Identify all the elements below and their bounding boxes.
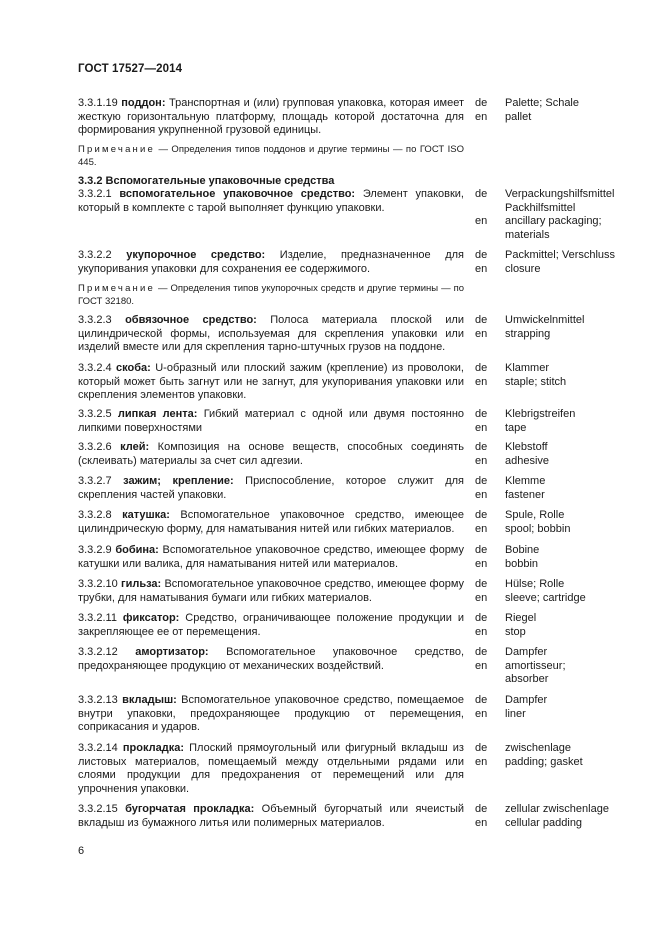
- term-definition: 3.3.2.14 прокладка: Плоский прямоугольный или фигурный вкладыш из листовых материалов, помещаемый между отдельными рядами или слоями продукции для предохранения от перемещений или для упрочнения упаковки.: [78, 742, 464, 795]
- language-codes: de en: [475, 578, 488, 604]
- translations: Packmittel; Verschluss closure: [505, 249, 616, 275]
- translations: zwischenlage padding; gasket: [505, 742, 583, 768]
- translations: Klebstoff adhesive: [505, 441, 550, 467]
- term-name: катушка:: [122, 509, 170, 521]
- translations: Hülse; Rolle sleeve; cartridge: [505, 578, 586, 604]
- language-codes: de en: [475, 97, 488, 123]
- note-label: Примечание: [78, 283, 155, 294]
- translations: zellular zwischenlage cellular padding: [505, 803, 609, 829]
- term-definition: 3.3.2.15 бугорчатая прокладка: Объемный бугорчатый или ячеистый вкладыш из бумажного литья или полимерных материалов.: [78, 803, 465, 829]
- term-name: зажим; крепление:: [123, 475, 234, 487]
- term-definition: 3.3.2.11 фиксатор: Средство, ограничивающее положение продукции и закрепляющее ее от перемещения.: [78, 612, 465, 638]
- term-name: липкая лента:: [117, 408, 198, 420]
- term-name: бобина:: [115, 544, 159, 556]
- translations: Klebrigstreifen tape: [505, 408, 576, 434]
- translations: Umwickelnmittel strapping: [505, 314, 585, 340]
- language-codes: de en: [475, 188, 488, 227]
- term-definition: 3.3.2.4 скоба: U-образный или плоский зажим (крепление) из проволоки, который может быть загнут или не загнут, для укупоривания упаковки или скрепления элементов упаковки.: [78, 362, 464, 401]
- term-name: бугорчатая прокладка:: [125, 803, 255, 815]
- term-definition: 3.3.2.5 липкая лента: Гибкий материал с одной или двумя постоянно липкими поверхностями: [78, 408, 465, 434]
- language-codes: de en: [475, 544, 488, 570]
- term-name: скоба:: [116, 362, 151, 374]
- term-definition: 3.3.2.9 бобина: Вспомогательное упаковочное средство, имеющее форму катушки или валика, для наматывания нитей или материалов.: [78, 544, 464, 570]
- translations: Spule, Rolle spool; bobbin: [505, 509, 571, 535]
- language-codes: de en: [475, 509, 488, 535]
- term-name: прокладка:: [122, 742, 184, 754]
- language-codes: de en: [475, 249, 488, 275]
- translations: Dampfer amortisseur; absorber: [505, 646, 566, 685]
- page-number: 6: [78, 845, 85, 857]
- term-definition: 3.3.2.8 катушка: Вспомогательное упаковочное средство, имеющее цилиндрическую форму, для наматывания нитей или гибких материалов.: [78, 509, 464, 535]
- section-title: 3.3.2 Вспомогательные упаковочные средства: [78, 175, 335, 187]
- language-codes: de en: [475, 612, 488, 638]
- term-name: вкладыш:: [122, 694, 177, 706]
- language-codes: de en: [475, 742, 488, 768]
- term-definition: 3.3.2.12 амортизатор: Вспомогательное упаковочное средство, предохраняющее продукцию от механических воздействий.: [78, 646, 464, 672]
- term-name: обвязочное средство:: [125, 314, 257, 326]
- language-codes: de en: [475, 408, 488, 434]
- term-definition: 3.3.1.19 поддон: Транспортная и (или) групповая упаковка, которая имеет жесткую горизонтальную платформу, площадь которой достаточна для формирования укрупненной грузовой единицы.: [78, 97, 464, 136]
- term-name: вспомогательное упаковочное средство:: [119, 188, 356, 200]
- language-codes: de en: [475, 694, 488, 720]
- term-name: амортизатор:: [135, 646, 209, 658]
- translations: Bobine bobbin: [505, 544, 540, 570]
- term-name: клей:: [120, 441, 150, 453]
- term-definition: 3.3.2.3 обвязочное средство: Полоса материала плоской или цилиндрической формы, используемая для скрепления упаковки или изделий вместе или для скрепления тарно-штучных грузов на поддоне.: [78, 314, 464, 353]
- note-label: Примечание: [78, 144, 155, 155]
- language-codes: de en: [475, 314, 488, 340]
- document-header: ГОСТ 17527—2014: [78, 63, 183, 75]
- term-name: гильза:: [121, 578, 162, 590]
- language-codes: de en: [475, 646, 488, 672]
- translations: Palette; Schale pallet: [505, 97, 579, 123]
- language-codes: de en: [475, 475, 488, 501]
- translations: Riegel stop: [505, 612, 537, 638]
- translations: Verpackungshilfsmittel Packhilfsmittel ancillary packaging; materials: [505, 188, 615, 241]
- translations: Dampfer liner: [505, 694, 548, 720]
- term-name: фиксатор:: [122, 612, 180, 624]
- language-codes: de en: [475, 441, 488, 467]
- language-codes: de en: [475, 803, 488, 829]
- term-name: укупорочное средство:: [126, 249, 266, 261]
- language-codes: de en: [475, 362, 488, 388]
- term-definition: 3.3.2.13 вкладыш: Вспомогательное упаковочное средство, помещаемое внутри упаковки, предохраняющее продукцию от перемещения, соприкасания и ударов.: [78, 694, 464, 733]
- term-definition: 3.3.2.2 укупорочное средство: Изделие, предназначенное для укупоривания упаковки для сохранения ее содержимого.: [78, 249, 465, 275]
- translations: Klammer staple; stitch: [505, 362, 567, 388]
- term-definition: 3.3.2.1 вспомогательное упаковочное средство: Элемент упаковки, который в комплекте с тарой выполняет функцию упаковки.: [78, 188, 464, 214]
- term-name: поддон:: [121, 97, 166, 109]
- term-definition: 3.3.2.6 клей: Композиция на основе веществ, способных соединять (склеивать) материалы за счет сил адгезии.: [78, 441, 464, 467]
- translations: Klemme fastener: [505, 475, 546, 501]
- term-definition: 3.3.2.10 гильза: Вспомогательное упаковочное средство, имеющее форму трубки, для наматывания бумаги или гибких материалов.: [78, 578, 465, 604]
- document-page: ГОСТ 17527—2014 3.3.1.19 поддон: Транспортная и (или) групповая упаковка, которая имеет жесткую горизонтальную платформу, площадь которой достаточна для формирования укрупненной грузовой единицы. de en Palette; Schale pallet Примечание — Определения типов поддонов и другие термины — по ГОСТ ISO 445. 3.3.2 Вспомогательные упаковочные средства 3.3.2.1 вспомогательное упаковочное средство: Элемент упаковки, который в комплекте с тарой выполняет функцию упаковки. de en Verpackungshilfsmittel Packhilfsmittel ancillary packaging; materials 3.3.2.2 укупорочное средство: Изделие, предназначенное для укупоривания упаковки для сохранения ее содержимого. de en Packmittel; Verschluss closure Примечание — Определения типов укупорочных средств и другие термины — по ГОСТ 32180. 3.3.2.3 обвязочное средство: Полоса материала плоской или цилиндрической формы, используемая для скрепления упаковки или изделий вместе или для скрепления тарно-штучных грузов на поддоне. de en Umwickelnmittel strapping 3.3.2.4 скоба: U-образный или плоский зажим (крепление) из проволоки, который может быть загнут или не загнут, для укупоривания упаковки или скрепления элементов упаковки. de en Klammer staple; stitch 3.3.2.5 липкая лента: Гибкий материал с одной или двумя постоянно липкими поверхностями de en Klebrigstreifen tape 3.3.2.6 клей: Композиция на основе веществ, способных соединять (склеивать) материалы за счет сил адгезии. de en Klebstoff adhesive 3.3.2.7 зажим; крепление: Приспособление, которое служит для скрепления частей упаковки. de en Klemme fastener 3.3.2.8 катушка: Вспомогательное упаковочное средство, имеющее цилиндрическую форму, для наматывания нитей или гибких материалов. de en Spule, Rolle spool; bobbin 3.3.2.9 бобина: Вспомогательное упаковочное средство, имеющее форму катушки или валика, для наматывания нитей или материалов. de en Bobine bobbin 3.3.2.10 гильза: Вспомогательное упаковочное средство, имеющее форму трубки, для наматывания бумаги или гибких материалов. de en Hülse; Rolle sleeve; cartridge 3.3.2.11 фиксатор: Средство, ограничивающее положение продукции и закрепляющее ее от перемещения. de en Riegel stop 3.3.2.12 амортизатор: Вспомогательное упаковочное средство, предохраняющее продукцию от механических воздействий. de en Dampfer amortisseur; absorber 3.3.2.13 вкладыш: Вспомогательное упаковочное средство, помещаемое внутри упаковки, предохраняющее продукцию от перемещения, соприкасания и ударов. de en Dampfer liner 3.3.2.14 прокладка: Плоский прямоугольный или фигурный вкладыш из листовых материалов, помещаемый между отдельными рядами или слоями продукции для предохранения от перемещений или для упрочнения упаковки. de en zwischenlage padding; gasket 3.3.2.15 бугорчатая прокладка: Объемный бугорчатый или ячеистый вкладыш из бумажного литья или полимерных материалов. de en zellular zwischenlage cellular padding 6: [0, 0, 661, 935]
- term-definition: 3.3.2.7 зажим; крепление: Приспособление, которое служит для скрепления частей упаковки.: [78, 475, 465, 501]
